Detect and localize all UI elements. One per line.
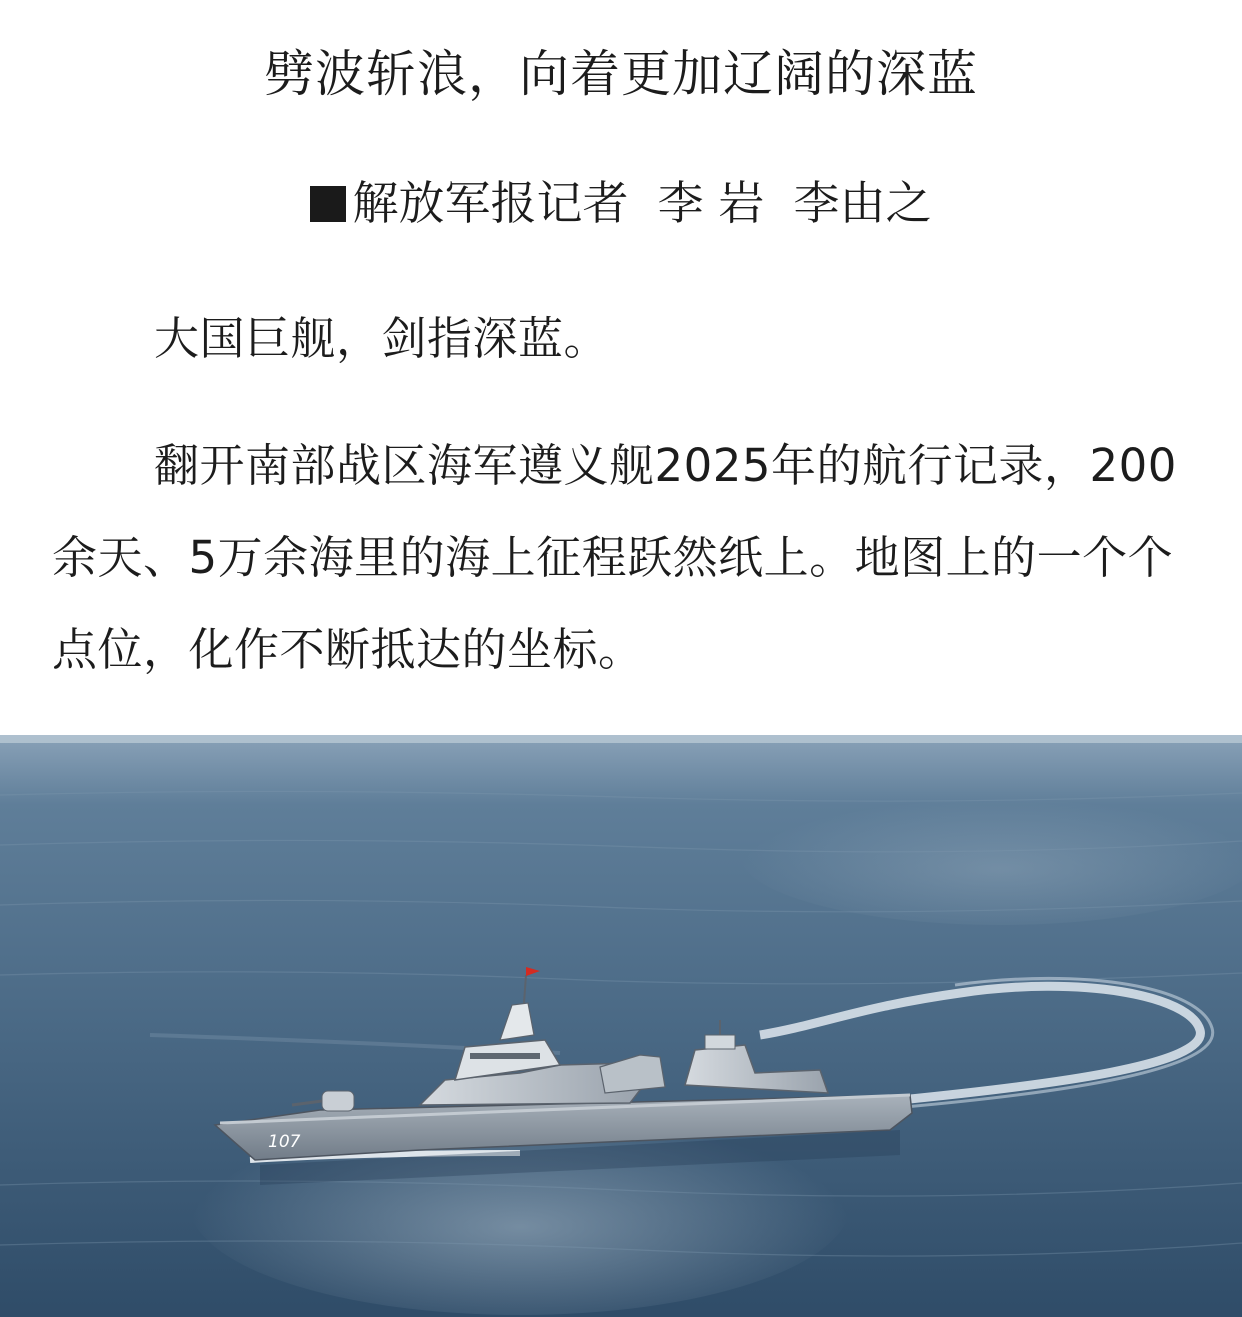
horizon-haze: [0, 735, 1242, 743]
byline-text: 解放军报记者 李 岩 李由之: [352, 176, 932, 230]
paragraph: 翻开南部战区海军遵义舰2025年的航行记录，200余天、5万余海里的海上征程跃然纸上。地图上的一个个点位，化作不断抵达的坐标。: [52, 439, 1177, 676]
bridge-windows: [470, 1053, 540, 1059]
black-square-icon: [310, 186, 346, 222]
byline: [0, 168, 1242, 238]
deck-gun: [322, 1091, 354, 1111]
sun-reflection: [740, 785, 1242, 925]
warship-at-sea-illustration: [0, 735, 1242, 1317]
paragraph: 大国巨舰，剑指深蓝。: [154, 312, 610, 365]
article-title: 劈波斩浪，向着更加辽阔的深蓝: [264, 45, 978, 103]
warship-photo: [0, 735, 1242, 1317]
aft-radar: [705, 1035, 735, 1049]
hull-number: 107: [268, 1132, 301, 1152]
